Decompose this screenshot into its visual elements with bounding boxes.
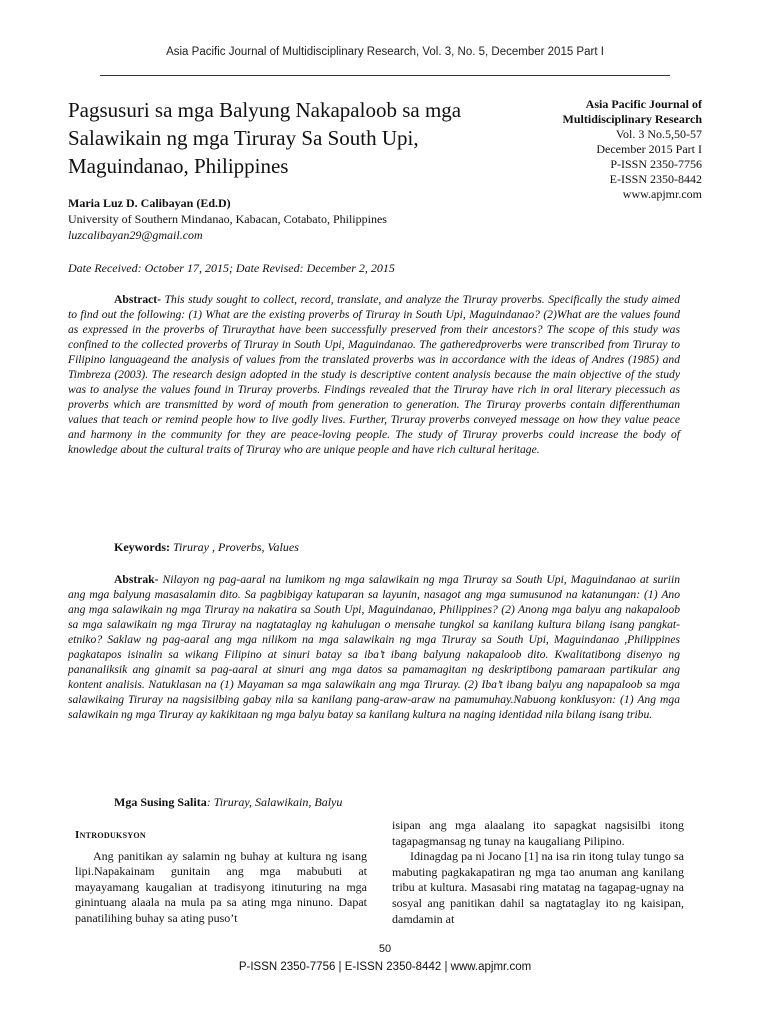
journal-name-line2: Multidisciplinary Research <box>562 112 702 126</box>
paper-title: Pagsusuri sa mga Balyung Nakapaloob sa mga Salawikain ng mga Tiruray Sa South Upi, Maguindanao, Philippines <box>68 98 462 178</box>
dates-line: Date Received: October 17, 2015; Date Revised: December 2, 2015 <box>68 261 395 275</box>
susing-salita-label: Mga Susing Salita <box>114 795 207 809</box>
author-block <box>68 195 488 243</box>
abstract-filipino <box>68 572 680 722</box>
keywords-text: Tiruray , Proverbs, Values <box>170 540 299 554</box>
susing-salita-text: : Tiruray, Salawikain, Balyu <box>206 795 343 809</box>
journal-volume: Vol. 3 No.5,50-57 <box>615 127 702 141</box>
intro-paragraph-1-cont: isipan ang mga alaalang ito sapagkat nagsisilbi itong tagapagmansag ng tunay na kaugaliang Pilipino. <box>392 818 684 848</box>
intro-paragraph-2: Idinagdag pa ni Jocano [1] na isa rin itong tulay tungo sa mabuting pagkakapatiran ng mga tao anuman ang kanilang tribu at kultura. Masasabi ring matatag na tagapag-ugnay na sosyal ang panitikan dahil sa nagtataglay ito ng kaisipan, damdamin at <box>392 849 684 926</box>
header-rule <box>100 75 670 76</box>
author-name: Maria Luz D. Calibayan (Ed.D) <box>68 196 231 210</box>
author-email[interactable]: luzcalibayan29@gmail.com <box>68 228 203 242</box>
author-affiliation: University of Southern Mindanao, Kabacan, Cotabato, Philippines <box>68 212 387 226</box>
page-number: 50 <box>378 943 392 955</box>
section-heading-introduksyon: Introduksyon <box>75 829 146 841</box>
journal-website[interactable]: www.apjmr.com <box>622 187 702 201</box>
abstract-label: Abstract- <box>114 293 162 306</box>
abstract-text: This study sought to collect, record, translate, and analyze the Tiruray proverbs. Specifically the study aimed to find out the following: (1) What are the existing proverbs of Tiruray in South Upi, Maguindanao? (2)What are the values found as expressed in the proverbs of Tiruraythat have been successfully preserved from their ancestors? The scope of this study was confined to the collected proverbs of Tiruray in South Upi, Maguindanao. The gatheredproverbs were transcribed from Tiruray to Filipino languageand the analysis of values from the translated proverbs was in accordance with the ideas of Andres (1985) and Timbreza (2003). The research design adopted in the study is descriptive content analysis because the main objective of the study was to analyse the values found in Tiruray proverbs. Findings revealed that the Tiruray have rich in oral literary piecessuch as proverbs which are transmitted by word of mouth from generation to generation. The Tiruray proverbs contain differenthuman values that teach or remind people how to live godly lives. Further, Tiruray proverbs conveyed message on how they value peace and harmony in the community for they are peace-loving people. The study of Tiruray proverbs could increase the body of knowledge about the cultural traits of Tiruray who are unique people and have rich cultural heritage. <box>68 293 680 456</box>
running-head: Asia Pacific Journal of Multidisciplinary Research, Vol. 3, No. 5, December 2015 Part I <box>166 46 604 58</box>
keywords-english <box>114 540 299 555</box>
intro-paragraph-1: Ang panitikan ay salamin ng buhay at kultura ng isang lipi.Napakainam gunitain ang mga mabubuti at mayayamang kaugalian at tradisyong itinuturing na mga ginintuang alaala na mula pa sa ating mga ninuno. Dapat panatilihing buhay sa ating puso’t <box>75 848 367 925</box>
abstrak-label: Abstrak- <box>114 573 159 586</box>
journal-p-issn: P-ISSN 2350-7756 <box>610 157 702 171</box>
keywords-filipino <box>114 795 342 810</box>
journal-e-issn: E-ISSN 2350-8442 <box>609 172 702 186</box>
abstract-english <box>68 292 680 457</box>
keywords-label: Keywords: <box>114 540 170 554</box>
journal-name-line1: Asia Pacific Journal of <box>585 97 702 111</box>
page-footer: P-ISSN 2350-7756 | E-ISSN 2350-8442 | www.apjmr.com <box>238 961 532 973</box>
journal-date: December 2015 Part I <box>596 142 702 156</box>
journal-info <box>482 97 702 202</box>
left-column <box>75 818 367 927</box>
abstrak-text: Nilayon ng pag-aaral na lumikom ng mga salawikain ng mga Tiruray sa South Upi, Maguindanao at suriin ang mga balyung masasalamin dito. Sa pagbibigay katuparan sa layunin, nasagot ang mga sumusunod na katanungan: (1) Ano ang mga salawikain ng mga Tiruray na nakatira sa South Upi, Maguindanao, Philippines? (2) Anong mga balyu ang nakapaloob sa mga salawikain ng mga Tiruray na nagtataglay ng kahulugan o mensahe tungkol sa kanilang kultura bilang isang pangkat-etniko? Saklaw ng pag-aaral ang mga nilikom na mga salawikain ng mga Tiruray sa South Upi, Maguindanao ,Philippines pagkatapos isinalin sa wikang Filipino at sinuri batay sa iba’t ibang balyung nakapaloob dito. Kwalitatibong disenyo ng pananaliksik ang ginamit sa pag-aaral at sinuri ang mga datos sa pamamagitan ng deskriptibong pamaraan partikular ang kontent analisis. Natuklasan na (1) Mayaman sa mga salawikain ang mga Tiruray. (2) Iba’t ibang balyu ang napapaloob sa mga salawikaing Tiruray na nagsisilbing gabay nila sa kanilang pang-araw-araw na pamumuhay.Nabuong konklusyon: (1) Ang mga salawikain ng mga Tiruray ay kakikitaan ng mga balyu batay sa kanilang kultura na naging identidad nila bilang isang tribu. <box>68 573 680 721</box>
right-column <box>392 818 684 927</box>
